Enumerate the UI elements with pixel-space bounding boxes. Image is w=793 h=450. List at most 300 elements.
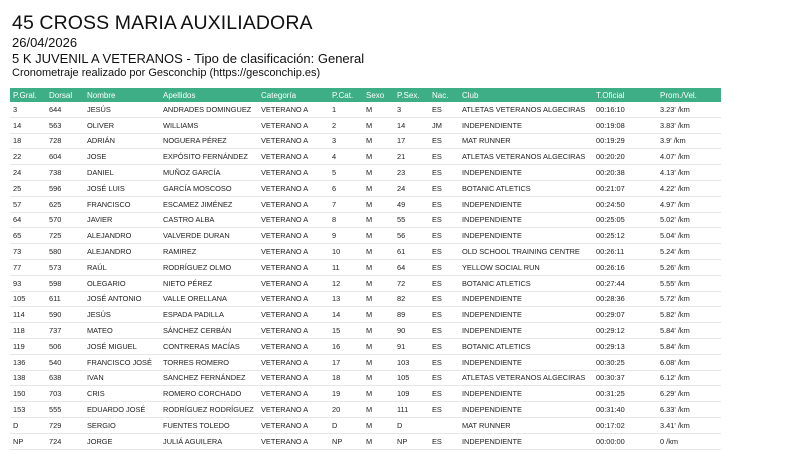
- cell-p-cat: 3: [329, 133, 363, 149]
- cell-prom-vel: 4.07' /km: [657, 149, 721, 165]
- cell-categoria: VETERANO A: [258, 212, 329, 228]
- cell-p-sex: 91: [394, 338, 429, 354]
- cell-p-cat: 15: [329, 323, 363, 339]
- cell-nombre: ALEJANDRO: [84, 228, 160, 244]
- cell-categoria: VETERANO A: [258, 180, 329, 196]
- cell-p-cat: 12: [329, 275, 363, 291]
- cell-p-sex: 72: [394, 275, 429, 291]
- cell-t-oficial: 00:27:44: [593, 275, 657, 291]
- cell-nombre: JAVIER: [84, 212, 160, 228]
- cell-nac: ES: [429, 354, 459, 370]
- cell-nombre: IVAN: [84, 370, 160, 386]
- cell-categoria: VETERANO A: [258, 275, 329, 291]
- cell-club: INDEPENDIENTE: [459, 196, 593, 212]
- cell-dorsal: 596: [46, 180, 84, 196]
- cell-t-oficial: 00:29:13: [593, 338, 657, 354]
- col-header-p-gral: P.Gral.: [10, 88, 46, 102]
- cell-p-sex: 111: [394, 402, 429, 418]
- cell-p-gral: 118: [10, 323, 46, 339]
- cell-nac: ES: [429, 102, 459, 117]
- cell-sexo: M: [363, 212, 394, 228]
- cell-prom-vel: 4.13' /km: [657, 165, 721, 181]
- cell-t-oficial: 00:21:07: [593, 180, 657, 196]
- cell-p-sex: 90: [394, 323, 429, 339]
- cell-t-oficial: 00:26:16: [593, 259, 657, 275]
- cell-nac: ES: [429, 133, 459, 149]
- cell-dorsal: 555: [46, 402, 84, 418]
- cell-categoria: VETERANO A: [258, 165, 329, 181]
- cell-nac: ES: [429, 244, 459, 260]
- cell-sexo: M: [363, 291, 394, 307]
- cell-prom-vel: 6.29' /km: [657, 386, 721, 402]
- cell-p-cat: NP: [329, 433, 363, 449]
- cell-prom-vel: 5.84' /km: [657, 338, 721, 354]
- cell-apellidos: NOGUERA PÉREZ: [160, 133, 258, 149]
- cell-p-cat: D: [329, 417, 363, 433]
- table-row: [10, 228, 721, 244]
- col-header-sexo: Sexo: [363, 88, 394, 102]
- cell-dorsal: 573: [46, 259, 84, 275]
- cell-sexo: M: [363, 433, 394, 449]
- cell-p-gral: 138: [10, 370, 46, 386]
- col-header-p-cat: P.Cat.: [329, 88, 363, 102]
- cell-nac: ES: [429, 196, 459, 212]
- cell-dorsal: 738: [46, 165, 84, 181]
- cell-p-gral: 22: [10, 149, 46, 165]
- cell-prom-vel: 4.22' /km: [657, 180, 721, 196]
- cell-dorsal: 604: [46, 149, 84, 165]
- cell-nac: ES: [429, 433, 459, 449]
- cell-nac: ES: [429, 323, 459, 339]
- cell-categoria: VETERANO A: [258, 307, 329, 323]
- table-row: [10, 196, 721, 212]
- event-title: 45 CROSS MARIA AUXILIADORA: [12, 12, 313, 34]
- cell-sexo: M: [363, 259, 394, 275]
- cell-t-oficial: 00:20:38: [593, 165, 657, 181]
- cell-apellidos: ESCAMEZ JIMÉNEZ: [160, 196, 258, 212]
- cell-p-sex: 24: [394, 180, 429, 196]
- cell-dorsal: 638: [46, 370, 84, 386]
- cell-nac: ES: [429, 259, 459, 275]
- cell-prom-vel: 0 /km: [657, 433, 721, 449]
- cell-p-gral: 3: [10, 102, 46, 117]
- cell-nombre: ALEJANDRO: [84, 244, 160, 260]
- cell-p-sex: NP: [394, 433, 429, 449]
- table-row: [10, 102, 721, 117]
- cell-club: BOTANIC ATLETICS: [459, 275, 593, 291]
- cell-p-gral: 73: [10, 244, 46, 260]
- cell-p-cat: 9: [329, 228, 363, 244]
- cell-prom-vel: 6.33' /km: [657, 402, 721, 418]
- cell-apellidos: VALLE ORELLANA: [160, 291, 258, 307]
- cell-categoria: VETERANO A: [258, 149, 329, 165]
- cell-prom-vel: 5.24' /km: [657, 244, 721, 260]
- cell-categoria: VETERANO A: [258, 338, 329, 354]
- cell-p-gral: 119: [10, 338, 46, 354]
- cell-sexo: M: [363, 386, 394, 402]
- cell-apellidos: GARCÍA MOSCOSO: [160, 180, 258, 196]
- cell-p-cat: 18: [329, 370, 363, 386]
- cell-dorsal: 598: [46, 275, 84, 291]
- cell-categoria: VETERANO A: [258, 402, 329, 418]
- cell-prom-vel: 5.84' /km: [657, 323, 721, 339]
- cell-p-cat: 20: [329, 402, 363, 418]
- cell-dorsal: 540: [46, 354, 84, 370]
- cell-club: INDEPENDIENTE: [459, 433, 593, 449]
- cell-p-gral: 77: [10, 259, 46, 275]
- cell-apellidos: RODRÍGUEZ OLMO: [160, 259, 258, 275]
- cell-club: BOTANIC ATLETICS: [459, 338, 593, 354]
- table-row: [10, 402, 721, 418]
- table-row: [10, 323, 721, 339]
- cell-nombre: DANIEL: [84, 165, 160, 181]
- cell-sexo: M: [363, 354, 394, 370]
- cell-apellidos: FUENTES TOLEDO: [160, 417, 258, 433]
- cell-p-cat: 10: [329, 244, 363, 260]
- cell-dorsal: 563: [46, 117, 84, 133]
- cell-nombre: FRANCISCO: [84, 196, 160, 212]
- cell-t-oficial: 00:28:36: [593, 291, 657, 307]
- cell-sexo: M: [363, 117, 394, 133]
- cell-p-gral: 18: [10, 133, 46, 149]
- cell-p-gral: 25: [10, 180, 46, 196]
- cell-apellidos: JULIÁ AGUILERA: [160, 433, 258, 449]
- cell-p-cat: 1: [329, 102, 363, 117]
- cell-t-oficial: 00:20:20: [593, 149, 657, 165]
- cell-sexo: M: [363, 402, 394, 418]
- cell-dorsal: 737: [46, 323, 84, 339]
- cell-p-gral: 14: [10, 117, 46, 133]
- cell-t-oficial: 00:25:12: [593, 228, 657, 244]
- cell-nombre: FRANCISCO JOSÉ: [84, 354, 160, 370]
- cell-p-sex: 82: [394, 291, 429, 307]
- cell-club: OLD SCHOOL TRAINING CENTRE: [459, 244, 593, 260]
- cell-apellidos: RAMIREZ: [160, 244, 258, 260]
- cell-apellidos: NIETO PÉREZ: [160, 275, 258, 291]
- cell-p-gral: 57: [10, 196, 46, 212]
- cell-categoria: VETERANO A: [258, 370, 329, 386]
- table-row: [10, 212, 721, 228]
- cell-nombre: OLIVER: [84, 117, 160, 133]
- table-row: [10, 370, 721, 386]
- cell-p-cat: 2: [329, 117, 363, 133]
- cell-p-sex: 14: [394, 117, 429, 133]
- cell-p-gral: 105: [10, 291, 46, 307]
- cell-p-sex: 105: [394, 370, 429, 386]
- cell-club: INDEPENDIENTE: [459, 402, 593, 418]
- cell-nombre: JOSÉ LUIS: [84, 180, 160, 196]
- cell-nac: ES: [429, 149, 459, 165]
- cell-t-oficial: 00:25:05: [593, 212, 657, 228]
- cell-p-gral: NP: [10, 433, 46, 449]
- results-table: [10, 88, 721, 450]
- cell-dorsal: 728: [46, 133, 84, 149]
- cell-dorsal: 644: [46, 102, 84, 117]
- cell-nac: ES: [429, 180, 459, 196]
- cell-apellidos: CASTRO ALBA: [160, 212, 258, 228]
- cell-prom-vel: 6.08' /km: [657, 354, 721, 370]
- cell-dorsal: 611: [46, 291, 84, 307]
- cell-t-oficial: 00:30:37: [593, 370, 657, 386]
- table-row: [10, 291, 721, 307]
- cell-p-cat: 14: [329, 307, 363, 323]
- cell-p-gral: 114: [10, 307, 46, 323]
- cell-p-sex: 61: [394, 244, 429, 260]
- cell-p-gral: 136: [10, 354, 46, 370]
- cell-club: INDEPENDIENTE: [459, 354, 593, 370]
- cell-p-sex: 3: [394, 102, 429, 117]
- cell-categoria: VETERANO A: [258, 133, 329, 149]
- cell-nac: ES: [429, 338, 459, 354]
- cell-prom-vel: 3.41' /km: [657, 417, 721, 433]
- col-header-p-sex: P.Sex.: [394, 88, 429, 102]
- cell-dorsal: 625: [46, 196, 84, 212]
- cell-prom-vel: 5.26' /km: [657, 259, 721, 275]
- cell-p-cat: 6: [329, 180, 363, 196]
- cell-categoria: VETERANO A: [258, 117, 329, 133]
- cell-p-sex: 49: [394, 196, 429, 212]
- cell-nac: ES: [429, 307, 459, 323]
- cell-p-sex: 64: [394, 259, 429, 275]
- cell-categoria: VETERANO A: [258, 244, 329, 260]
- cell-p-cat: 11: [329, 259, 363, 275]
- cell-p-gral: D: [10, 417, 46, 433]
- cell-apellidos: SÁNCHEZ CERBÁN: [160, 323, 258, 339]
- cell-apellidos: CONTRERAS MACÍAS: [160, 338, 258, 354]
- cell-p-gral: 93: [10, 275, 46, 291]
- cell-dorsal: 724: [46, 433, 84, 449]
- cell-p-sex: 17: [394, 133, 429, 149]
- cell-t-oficial: 00:29:07: [593, 307, 657, 323]
- cell-p-cat: 13: [329, 291, 363, 307]
- cell-club: MAT RUNNER: [459, 133, 593, 149]
- cell-p-cat: 16: [329, 338, 363, 354]
- cell-sexo: M: [363, 165, 394, 181]
- cell-t-oficial: 00:29:12: [593, 323, 657, 339]
- cell-t-oficial: 00:30:25: [593, 354, 657, 370]
- cell-club: ATLETAS VETERANOS ALGECIRAS: [459, 370, 593, 386]
- cell-prom-vel: 5.82' /km: [657, 307, 721, 323]
- cell-p-cat: 17: [329, 354, 363, 370]
- cell-prom-vel: 5.72' /km: [657, 291, 721, 307]
- cell-p-gral: 65: [10, 228, 46, 244]
- cell-p-cat: 8: [329, 212, 363, 228]
- cell-club: INDEPENDIENTE: [459, 117, 593, 133]
- cell-p-sex: 103: [394, 354, 429, 370]
- cell-sexo: M: [363, 133, 394, 149]
- cell-club: MAT RUNNER: [459, 417, 593, 433]
- cell-categoria: VETERANO A: [258, 259, 329, 275]
- table-row: [10, 133, 721, 149]
- cell-nac: ES: [429, 291, 459, 307]
- col-header-t-oficial: T.Oficial: [593, 88, 657, 102]
- cell-sexo: M: [363, 307, 394, 323]
- cell-nombre: SERGIO: [84, 417, 160, 433]
- cell-p-sex: 55: [394, 212, 429, 228]
- cell-prom-vel: 3.9' /km: [657, 133, 721, 149]
- cell-prom-vel: 5.55' /km: [657, 275, 721, 291]
- cell-categoria: VETERANO A: [258, 386, 329, 402]
- cell-categoria: VETERANO A: [258, 196, 329, 212]
- cell-nombre: CRIS: [84, 386, 160, 402]
- cell-nombre: JOSÉ MIGUEL: [84, 338, 160, 354]
- cell-nac: [429, 417, 459, 433]
- table-row: [10, 417, 721, 433]
- cell-apellidos: MUÑOZ GARCÍA: [160, 165, 258, 181]
- cell-p-cat: 7: [329, 196, 363, 212]
- cell-prom-vel: 6.12' /km: [657, 370, 721, 386]
- timing-credit: Cronometraje realizado por Gesconchip (https://gesconchip.es): [12, 67, 321, 79]
- cell-sexo: M: [363, 149, 394, 165]
- cell-prom-vel: 3.23' /km: [657, 102, 721, 117]
- cell-apellidos: TORRES ROMERO: [160, 354, 258, 370]
- cell-p-cat: 19: [329, 386, 363, 402]
- table-row: [10, 307, 721, 323]
- col-header-apellidos: Apellidos: [160, 88, 258, 102]
- cell-t-oficial: 00:16:10: [593, 102, 657, 117]
- cell-nac: JM: [429, 117, 459, 133]
- cell-prom-vel: 5.02' /km: [657, 212, 721, 228]
- cell-apellidos: VALVERDE DURAN: [160, 228, 258, 244]
- col-header-nac: Nac.: [429, 88, 459, 102]
- cell-dorsal: 580: [46, 244, 84, 260]
- cell-apellidos: EXPÓSITO FERNÁNDEZ: [160, 149, 258, 165]
- cell-p-gral: 153: [10, 402, 46, 418]
- cell-sexo: M: [363, 338, 394, 354]
- cell-p-sex: 89: [394, 307, 429, 323]
- table-row: [10, 244, 721, 260]
- cell-nombre: JOSÉ ANTONIO: [84, 291, 160, 307]
- cell-categoria: VETERANO A: [258, 433, 329, 449]
- cell-p-gral: 24: [10, 165, 46, 181]
- event-date: 26/04/2026: [12, 35, 78, 50]
- race-classification: 5 K JUVENIL A VETERANOS - Tipo de clasificación: General: [12, 51, 365, 66]
- cell-dorsal: 590: [46, 307, 84, 323]
- cell-club: INDEPENDIENTE: [459, 165, 593, 181]
- cell-nac: ES: [429, 370, 459, 386]
- cell-dorsal: 703: [46, 386, 84, 402]
- cell-club: BOTANIC ATLETICS: [459, 180, 593, 196]
- report-header: [12, 12, 364, 80]
- table-row: [10, 259, 721, 275]
- cell-prom-vel: 4.97' /km: [657, 196, 721, 212]
- cell-dorsal: 725: [46, 228, 84, 244]
- cell-nac: ES: [429, 165, 459, 181]
- table-row: [10, 338, 721, 354]
- cell-club: INDEPENDIENTE: [459, 307, 593, 323]
- cell-apellidos: ANDRADES DOMINGUEZ: [160, 102, 258, 117]
- cell-p-sex: D: [394, 417, 429, 433]
- cell-nombre: JOSE: [84, 149, 160, 165]
- cell-nombre: JORGE: [84, 433, 160, 449]
- cell-p-sex: 21: [394, 149, 429, 165]
- cell-t-oficial: 00:31:25: [593, 386, 657, 402]
- cell-club: INDEPENDIENTE: [459, 386, 593, 402]
- cell-prom-vel: 5.04' /km: [657, 228, 721, 244]
- cell-club: ATLETAS VETERANOS ALGECIRAS: [459, 102, 593, 117]
- cell-nombre: ADRIÁN: [84, 133, 160, 149]
- cell-sexo: M: [363, 417, 394, 433]
- cell-categoria: VETERANO A: [258, 102, 329, 117]
- cell-nac: ES: [429, 275, 459, 291]
- cell-p-gral: 150: [10, 386, 46, 402]
- col-header-categoria: Categoría: [258, 88, 329, 102]
- cell-nac: ES: [429, 386, 459, 402]
- cell-p-cat: 4: [329, 149, 363, 165]
- cell-sexo: M: [363, 196, 394, 212]
- cell-nombre: JESÚS: [84, 307, 160, 323]
- col-header-club: Club: [459, 88, 593, 102]
- table-row: [10, 149, 721, 165]
- cell-t-oficial: 00:19:29: [593, 133, 657, 149]
- cell-nombre: OLEGARIO: [84, 275, 160, 291]
- cell-p-cat: 5: [329, 165, 363, 181]
- cell-p-sex: 109: [394, 386, 429, 402]
- cell-sexo: M: [363, 370, 394, 386]
- cell-p-sex: 56: [394, 228, 429, 244]
- cell-t-oficial: 00:17:02: [593, 417, 657, 433]
- cell-club: INDEPENDIENTE: [459, 212, 593, 228]
- cell-nombre: EDUARDO JOSÉ: [84, 402, 160, 418]
- cell-nombre: RAÚL: [84, 259, 160, 275]
- table-header-row: [10, 88, 721, 102]
- table-row: [10, 354, 721, 370]
- cell-club: INDEPENDIENTE: [459, 323, 593, 339]
- cell-dorsal: 729: [46, 417, 84, 433]
- cell-nombre: JESÚS: [84, 102, 160, 117]
- cell-apellidos: SANCHEZ FERNÁNDEZ: [160, 370, 258, 386]
- cell-apellidos: WILLIAMS: [160, 117, 258, 133]
- cell-nac: ES: [429, 212, 459, 228]
- cell-categoria: VETERANO A: [258, 323, 329, 339]
- cell-sexo: M: [363, 102, 394, 117]
- table-row: [10, 117, 721, 133]
- cell-sexo: M: [363, 180, 394, 196]
- cell-t-oficial: 00:26:11: [593, 244, 657, 260]
- table-row: [10, 165, 721, 181]
- cell-club: INDEPENDIENTE: [459, 228, 593, 244]
- cell-p-sex: 23: [394, 165, 429, 181]
- cell-prom-vel: 3.83' /km: [657, 117, 721, 133]
- cell-categoria: VETERANO A: [258, 291, 329, 307]
- cell-t-oficial: 00:31:40: [593, 402, 657, 418]
- table-row: [10, 386, 721, 402]
- col-header-dorsal: Dorsal: [46, 88, 84, 102]
- cell-club: ATLETAS VETERANOS ALGECIRAS: [459, 149, 593, 165]
- cell-dorsal: 570: [46, 212, 84, 228]
- cell-nac: ES: [429, 402, 459, 418]
- cell-apellidos: ESPADA PADILLA: [160, 307, 258, 323]
- cell-categoria: VETERANO A: [258, 354, 329, 370]
- cell-sexo: M: [363, 323, 394, 339]
- cell-t-oficial: 00:00:00: [593, 433, 657, 449]
- cell-nombre: MATEO: [84, 323, 160, 339]
- col-header-nombre: Nombre: [84, 88, 160, 102]
- cell-categoria: VETERANO A: [258, 417, 329, 433]
- cell-sexo: M: [363, 244, 394, 260]
- cell-apellidos: ROMERO CORCHADO: [160, 386, 258, 402]
- cell-nac: ES: [429, 228, 459, 244]
- cell-p-gral: 64: [10, 212, 46, 228]
- cell-sexo: M: [363, 275, 394, 291]
- cell-t-oficial: 00:19:08: [593, 117, 657, 133]
- cell-categoria: VETERANO A: [258, 228, 329, 244]
- table-row: [10, 275, 721, 291]
- cell-club: INDEPENDIENTE: [459, 291, 593, 307]
- cell-club: YELLOW SOCIAL RUN: [459, 259, 593, 275]
- table-row: [10, 180, 721, 196]
- cell-apellidos: RODRÍGUEZ RODRÍGUEZ: [160, 402, 258, 418]
